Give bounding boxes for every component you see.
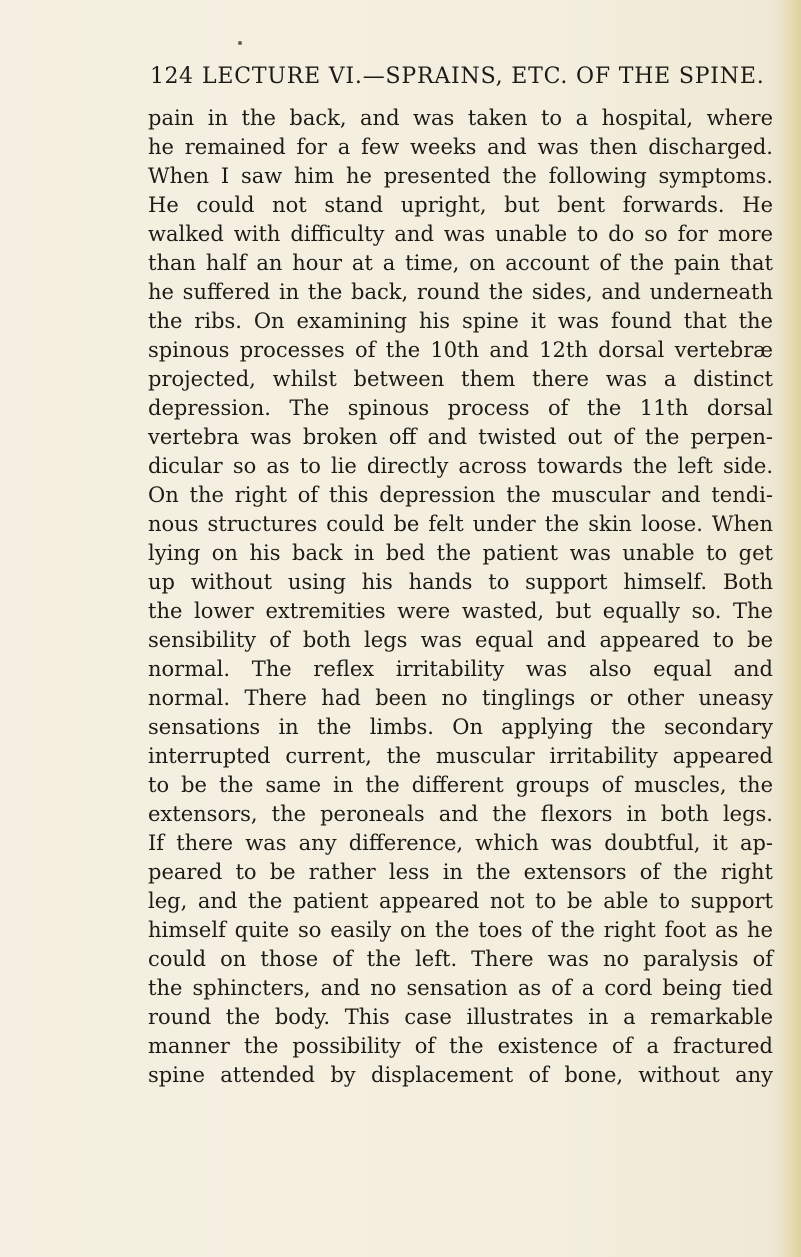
text-line: the sphincters, and no sensation as of a cord being tied bbox=[148, 976, 773, 1000]
text-line: He could not stand upright, but bent forwards. He bbox=[148, 193, 773, 217]
text-line: When I saw him he presented the following symptoms. bbox=[148, 164, 773, 188]
text-line: he suffered in the back, round the sides, and underneath bbox=[148, 280, 773, 304]
text-line: nous structures could be felt under the skin loose. When bbox=[148, 512, 773, 536]
text-line: than half an hour at a time, on account of the pain that bbox=[148, 251, 773, 275]
text-line: interrupted current, the muscular irritability appeared bbox=[148, 744, 773, 768]
text-line: himself quite so easily on the toes of the right foot as he bbox=[148, 918, 773, 942]
text-line: sensations in the limbs. On applying the secondary bbox=[148, 715, 773, 739]
page-number: 124 bbox=[150, 64, 194, 89]
body-text bbox=[148, 104, 773, 1090]
text-line: extensors, the peroneals and the flexors in both legs. bbox=[148, 802, 773, 826]
text-line: spinous processes of the 10th and 12th dorsal vertebræ bbox=[148, 338, 773, 362]
page-edge-shadow bbox=[779, 0, 801, 1257]
text-line: pain in the back, and was taken to a hospital, where bbox=[148, 106, 773, 130]
text-line: up without using his hands to support himself. Both bbox=[148, 570, 773, 594]
text-line: peared to be rather less in the extensors of the right bbox=[148, 860, 773, 884]
text-line: normal. The reflex irritability was also equal and bbox=[148, 657, 773, 681]
text-line: spine attended by displacement of bone, without any bbox=[148, 1063, 773, 1087]
text-line: On the right of this depression the muscular and tendi- bbox=[148, 483, 773, 507]
text-line: round the body. This case illustrates in a remarkable bbox=[148, 1005, 773, 1029]
text-line: projected, whilst between them there was a distinct bbox=[148, 367, 773, 391]
text-line: leg, and the patient appeared not to be able to support bbox=[148, 889, 773, 913]
text-line: vertebra was broken off and twisted out of the perpen- bbox=[148, 425, 773, 449]
text-line: the ribs. On examining his spine it was found that the bbox=[148, 309, 773, 333]
text-line: manner the possibility of the existence of a fractured bbox=[148, 1034, 773, 1058]
text-line: he remained for a few weeks and was then discharged. bbox=[148, 135, 773, 159]
print-speck bbox=[238, 41, 242, 45]
text-line: depression. The spinous process of the 11th dorsal bbox=[148, 396, 773, 420]
text-line: normal. There had been no tinglings or other uneasy bbox=[148, 686, 773, 710]
text-line: lying on his back in bed the patient was unable to get bbox=[148, 541, 773, 565]
text-line: sensibility of both legs was equal and appeared to be bbox=[148, 628, 773, 652]
text-line: dicular so as to lie directly across towards the left side. bbox=[148, 454, 773, 478]
running-head: LECTURE VI.—SPRAINS, ETC. OF THE SPINE. bbox=[202, 64, 765, 89]
text-line: walked with difficulty and was unable to do so for more bbox=[148, 222, 773, 246]
page-header bbox=[0, 64, 801, 94]
text-line: to be the same in the different groups of muscles, the bbox=[148, 773, 773, 797]
text-line: If there was any difference, which was doubtful, it ap- bbox=[148, 831, 773, 855]
text-line: the lower extremities were wasted, but equally so. The bbox=[148, 599, 773, 623]
text-line: could on those of the left. There was no paralysis of bbox=[148, 947, 773, 971]
